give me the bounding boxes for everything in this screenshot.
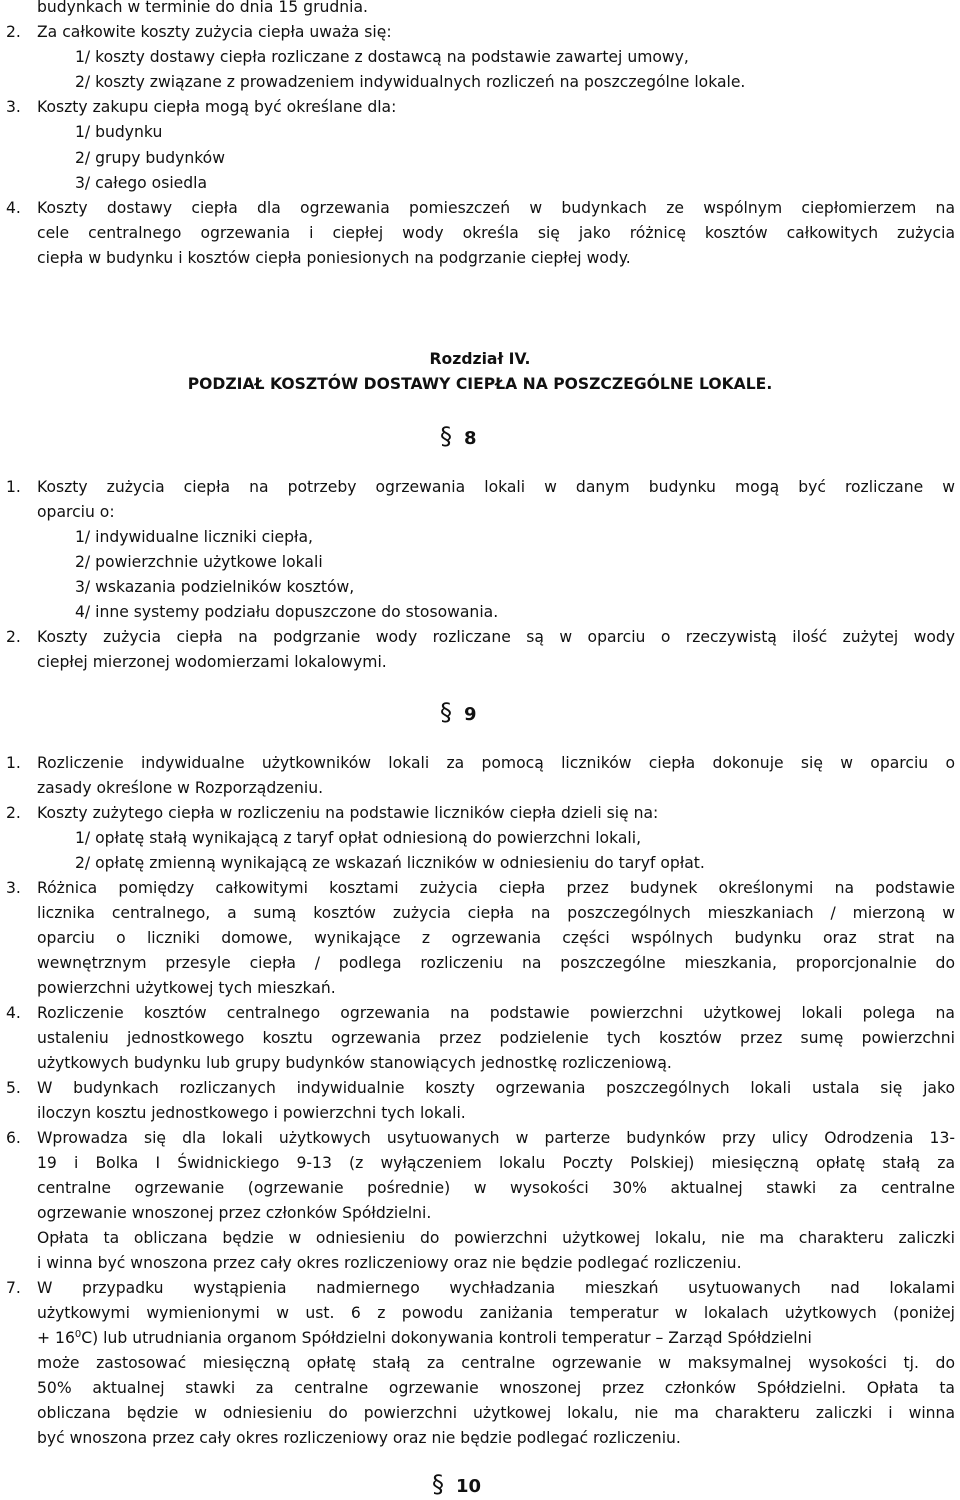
text-line: oparciu o liczniki domowe, wynikające z ogrzewania części wspólnych budynku oraz strat na bbox=[37, 929, 955, 947]
section-heading bbox=[432, 1472, 481, 1499]
sub-item: 2/ grupy budynków bbox=[75, 149, 225, 167]
text-line: oparciu o: bbox=[37, 503, 115, 521]
text-line: powierzchni użytkowej tych mieszkań. bbox=[37, 979, 336, 997]
chapter-heading: Rozdział IV. bbox=[429, 350, 531, 368]
text-line: być wnoszona przez cały okres rozliczeniowy oraz nie będzie podlegać rozliczeniu. bbox=[37, 1429, 681, 1447]
text-line: użytkowymi wymienionymi w ust. 6 z powodu zaniżania temperatur w lokalach użytkowych (poniżej bbox=[37, 1304, 955, 1322]
text-line: iloczyn kosztu jednostkowego i powierzchni tych lokali. bbox=[37, 1104, 466, 1122]
item-number: 2. bbox=[6, 804, 21, 822]
sub-item: 2/ koszty związane z prowadzeniem indywidualnych rozliczeń na poszczególne lokale. bbox=[75, 73, 746, 91]
sub-item: 4/ inne systemy podziału dopuszczone do stosowania. bbox=[75, 603, 499, 621]
item-number: 5. bbox=[6, 1079, 21, 1097]
text-line: Rozliczenie kosztów centralnego ogrzewania na podstawie powierzchni użytkowej lokali polega na bbox=[37, 1004, 955, 1022]
item-number: 2. bbox=[6, 628, 21, 646]
text-line: Wprowadza się dla lokali użytkowych usytuowanych w parterze budynków przy ulicy Odrodzenia 13- bbox=[37, 1129, 955, 1147]
text-line: 50% aktualnej stawki za centralne ogrzewanie wnoszonej przez członków Spółdzielni. Opłata ta bbox=[37, 1379, 955, 1397]
text-fragment: + 16 bbox=[37, 1329, 75, 1347]
text-line: Koszty zużycia ciepła na podgrzanie wody rozliczane są w oparciu o rzeczywistą ilość zużytej wody bbox=[37, 628, 955, 646]
text-line: Opłata ta obliczana będzie w odniesieniu do powierzchni użytkowej lokalu, nie ma charakteru zaliczki bbox=[37, 1229, 955, 1247]
sub-item: 3/ wskazania podzielników kosztów, bbox=[75, 578, 355, 596]
section-number: 9 bbox=[464, 704, 477, 725]
item-number: 2. bbox=[6, 23, 21, 41]
chapter-title: PODZIAŁ KOSZTÓW DOSTAWY CIEPŁA NA POSZCZEGÓLNE LOKALE. bbox=[187, 375, 773, 393]
item-number: 4. bbox=[6, 1004, 21, 1022]
text-line: cele centralnego ogrzewania i ciepłej wody określa się jako różnicę kosztów całkowitych zużycia bbox=[37, 224, 955, 242]
item-number: 4. bbox=[6, 199, 21, 217]
text-line: W przypadku wystąpienia nadmiernego wychładzania mieszkań usytuowanych nad lokalami bbox=[37, 1279, 955, 1297]
text-line: W budynkach rozliczanych indywidualnie koszty ogrzewania poszczególnych lokali ustala się jako bbox=[37, 1079, 955, 1097]
item-number: 7. bbox=[6, 1279, 21, 1297]
section-symbol: § bbox=[440, 422, 452, 450]
text-line: obliczana będzie w odniesieniu do powierzchni użytkowej lokalu, nie ma charakteru zaliczki i winna bbox=[37, 1404, 955, 1422]
text-line: licznika centralnego, a sumą kosztów zużycia ciepła na poszczególnych mieszkaniach / mierzoną w bbox=[37, 904, 955, 922]
item-number: 3. bbox=[6, 98, 21, 116]
degree-superscript: 0 bbox=[74, 1328, 82, 1340]
text-line: Koszty zakupu ciepła mogą być określane dla: bbox=[37, 98, 397, 116]
text-line: centralne ogrzewanie (ogrzewanie pośrednie) w wysokości 30% aktualnej stawki za centralne bbox=[37, 1179, 955, 1197]
sub-item: 2/ opłatę zmienną wynikającą ze wskazań liczników w odniesieniu do taryf opłat. bbox=[75, 854, 705, 872]
text-line: Koszty zużycia ciepła na potrzeby ogrzewania lokali w danym budynku mogą być rozliczane w bbox=[37, 478, 955, 496]
text-line: ustaleniu jednostkowego kosztu ogrzewania przez podzielenie tych kosztów przez sumę powierzchni bbox=[37, 1029, 955, 1047]
text-fragment: C) lub utrudniania organom Spółdzielni dokonywania kontroli temperatur – Zarząd Spółdzielni bbox=[81, 1329, 812, 1347]
text-line: Za całkowite koszty zużycia ciepła uważa się: bbox=[37, 23, 392, 41]
text-line bbox=[37, 1326, 955, 1351]
text-line: 19 i Bolka I Świdnickiego 9-13 (z wyłączeniem lokalu Poczty Polskiej) miesięczną opłatę stałą za bbox=[37, 1154, 955, 1172]
text-line: użytkowych budynku lub grupy budynków stanowiących jednostkę rozliczeniową. bbox=[37, 1054, 672, 1072]
text-line: ciepłej mierzonej wodomierzami lokalowymi. bbox=[37, 653, 387, 671]
text-line: zasady określone w Rozporządzeniu. bbox=[37, 779, 324, 797]
item-number: 3. bbox=[6, 879, 21, 897]
text-line: Rozliczenie indywidualne użytkowników lokali za pomocą liczników ciepła dokonuje się w oparciu o bbox=[37, 754, 955, 772]
text-line: budynkach w terminie do dnia 15 grudnia. bbox=[37, 0, 369, 16]
text-line: ciepła w budynku i kosztów ciepła poniesionych na podgrzanie ciepłej wody. bbox=[37, 249, 631, 267]
item-number: 1. bbox=[6, 754, 21, 772]
section-number: 10 bbox=[456, 1476, 482, 1497]
section-heading bbox=[440, 700, 477, 727]
section-symbol: § bbox=[432, 1470, 444, 1498]
text-line: ogrzewanie wnoszonej przez członków Spółdzielni. bbox=[37, 1204, 432, 1222]
section-heading bbox=[440, 424, 477, 451]
sub-item: 2/ powierzchnie użytkowe lokali bbox=[75, 553, 323, 571]
item-number: 6. bbox=[6, 1129, 21, 1147]
text-line: Koszty zużytego ciepła w rozliczeniu na podstawie liczników ciepła dzieli się na: bbox=[37, 804, 659, 822]
text-line: może zastosować miesięczną opłatę stałą za centralne ogrzewanie w maksymalnej wysokości tj. do bbox=[37, 1354, 955, 1372]
section-symbol: § bbox=[440, 698, 452, 726]
text-line: i winna być wnoszona przez cały okres rozliczeniowy oraz nie będzie podlegać rozliczeniu. bbox=[37, 1254, 742, 1272]
section-number: 8 bbox=[464, 428, 477, 449]
item-number: 1. bbox=[6, 478, 21, 496]
text-line: Koszty dostawy ciepła dla ogrzewania pomieszczeń w budynkach ze wspólnym ciepłomierzem na bbox=[37, 199, 955, 217]
sub-item: 1/ opłatę stałą wynikającą z taryf opłat odniesioną do powierzchni lokali, bbox=[75, 829, 642, 847]
text-line: wewnętrznym przesyle ciepła / podlega rozliczeniu na poszczególne mieszkania, proporcjonalnie do bbox=[37, 954, 955, 972]
text-line: Różnica pomiędzy całkowitymi kosztami zużycia ciepła przez budynek określonymi na podstawie bbox=[37, 879, 955, 897]
sub-item: 1/ koszty dostawy ciepła rozliczane z dostawcą na podstawie zawartej umowy, bbox=[75, 48, 689, 66]
sub-item: 3/ całego osiedla bbox=[75, 174, 208, 192]
sub-item: 1/ indywidualne liczniki ciepła, bbox=[75, 528, 313, 546]
sub-item: 1/ budynku bbox=[75, 123, 163, 141]
